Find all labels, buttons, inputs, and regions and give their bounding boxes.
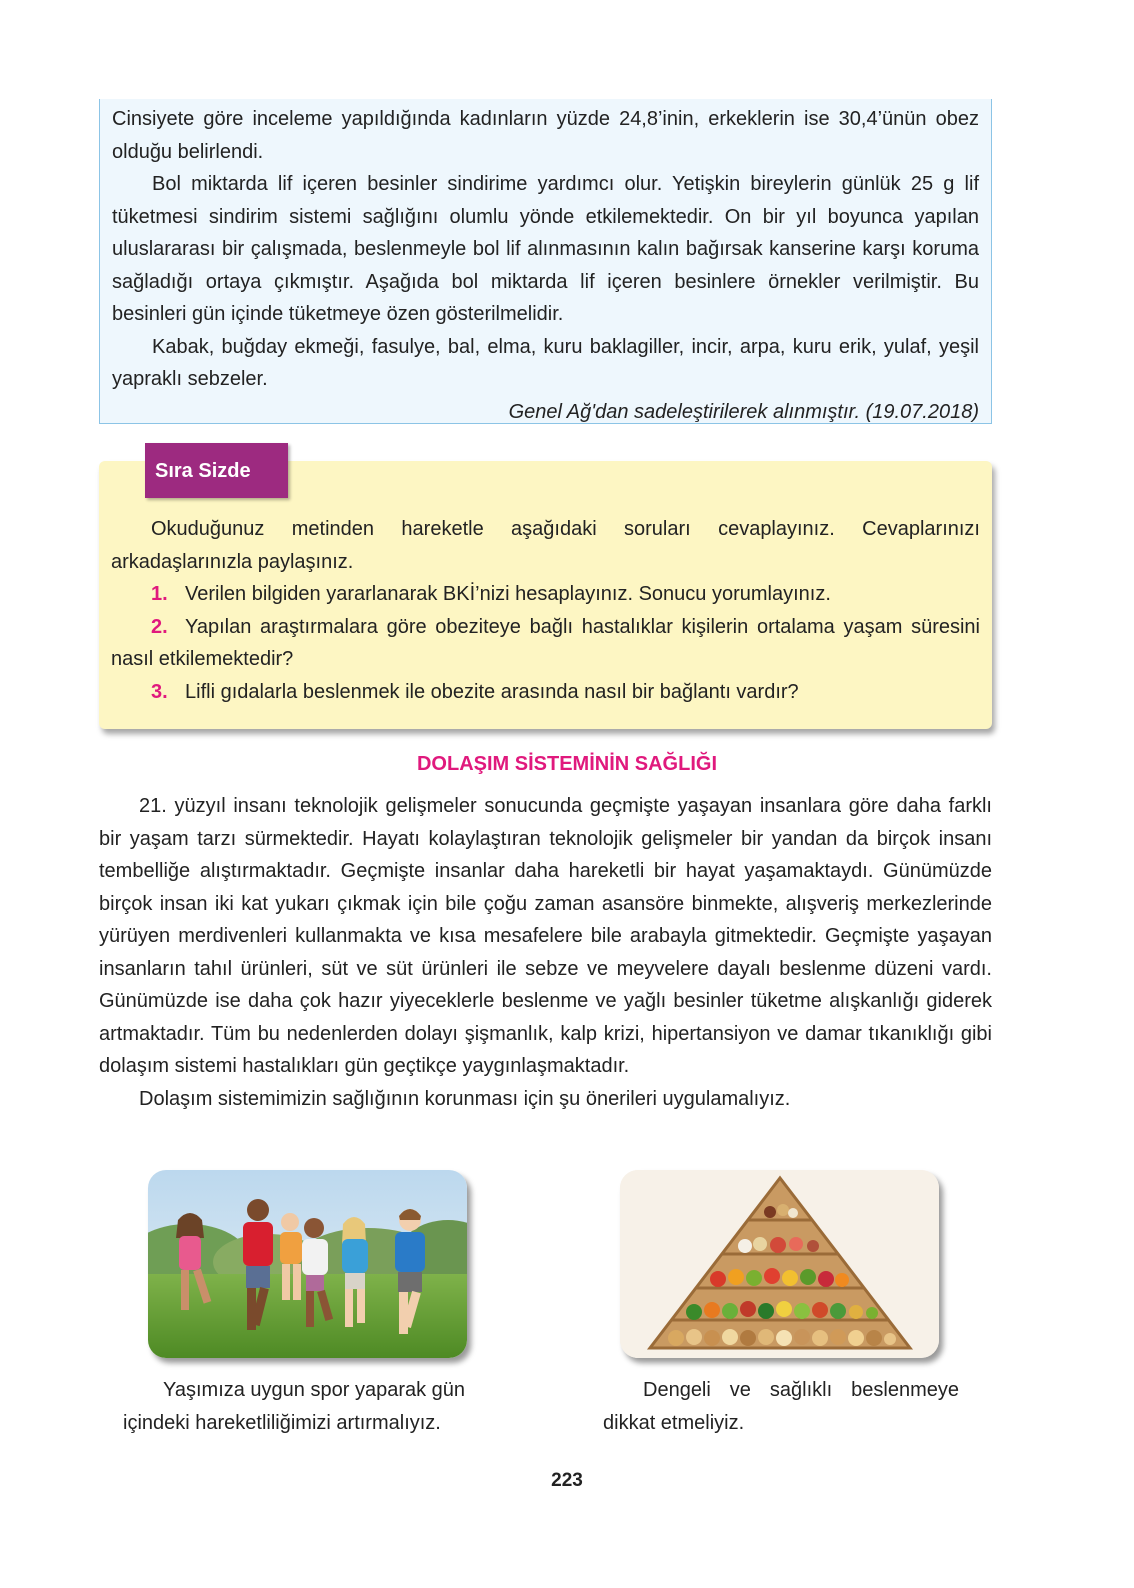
question-text: Lifli gıdalarla beslenmek ile obezite arasında nasıl bir bağlantı vardır? [185, 680, 799, 703]
children-running-illustration [148, 1170, 467, 1358]
children-running-photo [148, 1170, 467, 1358]
page-number: 223 [551, 1470, 583, 1491]
section-body [99, 790, 992, 1115]
info-source: Genel Ağ'dan sadeleştirilerek alınmıştır. (19.07.2018) [508, 400, 979, 423]
task-box [99, 461, 992, 729]
info-box [99, 99, 992, 424]
question-number: 2. [151, 615, 168, 638]
caption-left: Yaşımıza uygun spor yaparak gün içindeki hareketliliğimizi artırmalıyız. [123, 1379, 466, 1434]
question-text: Yapılan araştırmalara göre obeziteye bağlı hastalıklar kişilerin ortalama yaşam süresini nasıl etkilemektedir? [111, 615, 980, 670]
body-paragraph: 21. yüzyıl insanı teknolojik gelişmeler sonucunda geçmişte yaşayan insanlara göre daha farklı bir yaşam tarzı sürmektedir. Hayatı kolaylaştıran teknolojik gelişmeler bir yandan da birçok insanı tembelliğe alıştırmaktadır. Geçmişte insanlar daha hareketli bir hayat yaşamaktaydı. Günümüzde birçok insan iki kat yukarı çıkmak için bile çoğu zaman asansöre binmekte, alışveriş merkezlerinde yürüyen merdivenleri kullanmakta ve kısa mesafelere bile arabayla gitmektedir. Geçmişte yaşayan insanların tahıl ürünleri, süt ve süt ürünleri ile sebze ve meyvelere dayalı beslenme düzeni vardı. Günümüzde ise daha çok hazır yiyeceklerle beslenme ve yağlı besinler tüketme alışkanlığı giderek artmaktadır. Tüm bu nedenlerden dolayı şişmanlık, kalp krizi, hipertansiyon ve damar tıkanıklığı gibi dolaşım sistemi hastalıkları gün geçtikçe yaygınlaşmaktadır. [99, 795, 992, 1077]
question-number: 1. [151, 583, 168, 605]
question-number: 3. [151, 680, 168, 703]
task-tab-label: Sıra Sizde [145, 443, 288, 498]
info-paragraph: Cinsiyete göre inceleme yapıldığında kadınların yüzde 24,8’inin, erkeklerin ise 30,4’ünün obez olduğu belirlendi. [112, 108, 979, 163]
body-paragraph: Dolaşım sistemimizin sağlığının korunması için şu önerileri uygulamalıyız. [139, 1087, 791, 1110]
info-paragraph: Kabak, buğday ekmeği, fasulye, bal, elma, kuru baklagiller, incir, arpa, kuru erik, yulaf, yeşil yapraklı sebzeler. [112, 335, 979, 390]
food-pyramid-photo [620, 1170, 939, 1358]
question-text: Verilen bilgiden yararlanarak BKİ’nizi hesaplayınız. Sonucu yorumlayınız. [185, 583, 831, 605]
food-pyramid-illustration [620, 1170, 939, 1358]
task-question [111, 676, 980, 709]
section-heading: DOLAŞIM SİSTEMİNİN SAĞLIĞI [416, 753, 717, 775]
task-intro: Okuduğunuz metinden hareketle aşağıdaki soruları cevaplayınız. Cevaplarınızı arkadaşlarınızla paylaşınız. [111, 518, 980, 573]
task-question [111, 578, 980, 611]
caption-right: Dengeli ve sağlıklı beslenmeye dikkat etmeliyiz. [603, 1379, 959, 1434]
info-paragraph: Bol miktarda lif içeren besinler sindirime yardımcı olur. Yetişkin bireylerin günlük 25 g lif tüketmesi sindirim sistemi sağlığını olumlu yönde etkilemektedir. On bir yıl boyunca yapılan uluslararası bir çalışmada, beslenmeyle bol lif alınmasının kalın bağırsak kanserine karşı koruma sağladığı ortaya çıkmıştır. Aşağıda bol miktarda lif içeren besinlere örnekler verilmiştir. Bu besinleri gün içinde tüketmeye özen gösterilmelidir. [112, 173, 979, 325]
task-question [111, 611, 980, 676]
